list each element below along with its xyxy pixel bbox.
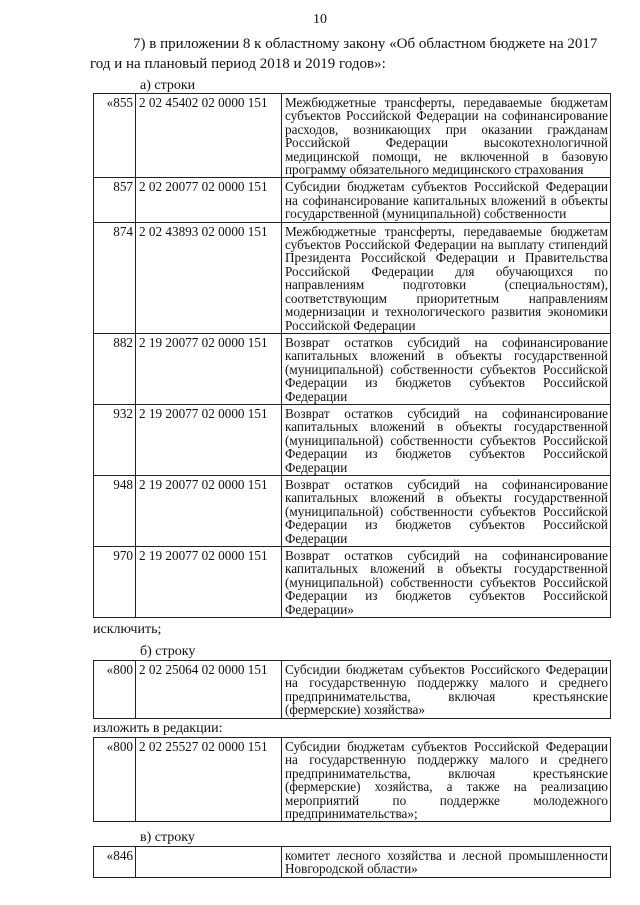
row-code: 2 02 45402 02 0000 151 (136, 94, 282, 178)
row-code: 2 19 20077 02 0000 151 (136, 333, 282, 404)
section-b-label: б) строку (140, 644, 196, 659)
row-number: «800 (94, 738, 136, 822)
row-number: 948 (94, 475, 136, 546)
table-row (94, 475, 611, 546)
row-number: 882 (94, 333, 136, 404)
table-row (94, 738, 611, 822)
row-description: Возврат остатков субсидий на софинансирование капитальных вложений в объекты государственной (муниципальной) собственности субъектов Российской Федерации из бюджетов субъектов Российской Федерации (282, 333, 611, 404)
row-code: 2 02 20077 02 0000 151 (136, 178, 282, 222)
section-b-old-table (93, 660, 611, 719)
row-code: 2 02 25064 02 0000 151 (136, 661, 282, 719)
row-code: 2 02 25527 02 0000 151 (136, 738, 282, 822)
table-row (94, 222, 611, 333)
row-number: 874 (94, 222, 136, 333)
row-description: Субсидии бюджетам субъектов Российской Федерации на софинансирование капитальных вложений в объекты государственной (муниципальной) собственности (282, 178, 611, 222)
table-row (94, 178, 611, 222)
table-row (94, 547, 611, 618)
row-description: Субсидии бюджетам субъектов Российского Федерации на государственную поддержку малого и среднего предпринимательства, включая крестьянские (фермерские) хозяйства» (282, 661, 611, 719)
row-description: Субсидии бюджетам субъектов Российской Федерации на государственную поддержку малого и среднего предпринимательства, включая крестьянские (фермерские) хозяйства, а также на реализацию мероприятий по поддержке молодежного предпринимательства»; (282, 738, 611, 822)
table-row (94, 404, 611, 475)
section-b-new-table (93, 737, 611, 822)
section-a-action: исключить; (93, 622, 162, 637)
section-c-table (93, 846, 611, 878)
section-b-action: изложить в редакции: (93, 721, 223, 736)
row-code: 2 19 20077 02 0000 151 (136, 404, 282, 475)
row-number: 932 (94, 404, 136, 475)
row-code (136, 847, 282, 878)
row-description: Межбюджетные трансферты, передаваемые бюджетам субъектов Российской Федерации на софинансирование расходов, возникающих при оказании гражданам Российской Федерации высокотехнологичной медицинской помощи, не включенной в базовую программу обязательного медицинского страхования (282, 94, 611, 178)
section-a-label: а) строки (140, 78, 196, 93)
row-description: Возврат остатков субсидий на софинансирование капитальных вложений в объекты государственной (муниципальной) собственности субъектов Российской Федерации из бюджетов субъектов Российской Федерации» (282, 547, 611, 618)
row-description: Возврат остатков субсидий на софинансирование капитальных вложений в объекты государственной (муниципальной) собственности субъектов Российской Федерации из бюджетов субъектов Российской Федерации (282, 475, 611, 546)
row-number: 857 (94, 178, 136, 222)
page-number: 10 (313, 12, 327, 27)
intro-paragraph (90, 34, 613, 74)
row-number: «846 (94, 847, 136, 878)
table-row (94, 847, 611, 878)
row-description: комитет лесного хозяйства и лесной промышленности Новгородской области» (282, 847, 611, 878)
row-code: 2 19 20077 02 0000 151 (136, 475, 282, 546)
row-number: «800 (94, 661, 136, 719)
section-c-label: в) строку (140, 830, 195, 845)
row-code: 2 02 43893 02 0000 151 (136, 222, 282, 333)
table-row (94, 661, 611, 719)
row-description: Возврат остатков субсидий на софинансирование капитальных вложений в объекты государственной (муниципальной) собственности субъектов Российской Федерации из бюджетов субъектов Российской Федерации (282, 404, 611, 475)
intro-line-1: 7) в приложении 8 к областному закону «Об областном бюджете на 2017 (133, 36, 598, 52)
intro-line-2: год и на плановый период 2018 и 2019 годов»: (90, 56, 386, 72)
row-number: 970 (94, 547, 136, 618)
row-description: Межбюджетные трансферты, передаваемые бюджетам субъектов Российской Федерации на выплату стипендий Президента Российской Федерации и Правительства Российской Федерации для обучающихся по направлениям подготовки (специальностям), соответствующим приоритетным направлениям модернизации и технологического развития экономики Российской Федерации (282, 222, 611, 333)
row-number: «855 (94, 94, 136, 178)
table-row (94, 333, 611, 404)
section-a-table (93, 93, 611, 618)
table-row (94, 94, 611, 178)
row-code: 2 19 20077 02 0000 151 (136, 547, 282, 618)
